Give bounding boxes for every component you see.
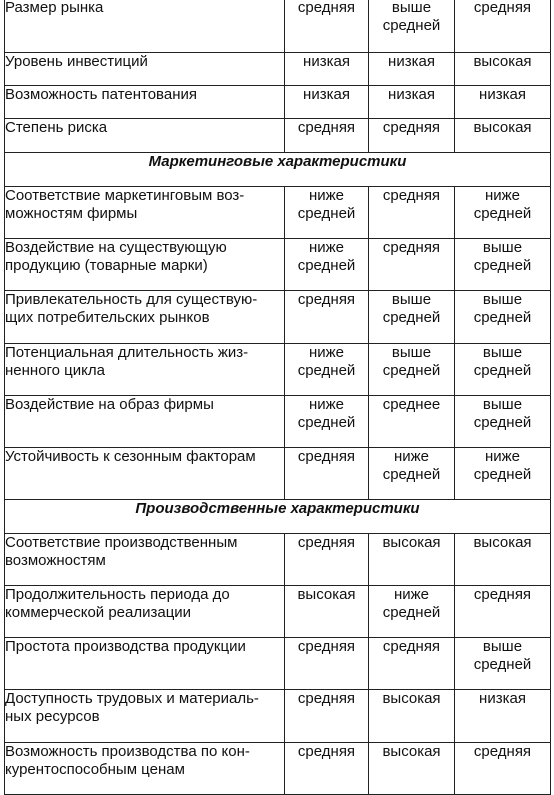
- row-label: [5, 0, 285, 53]
- table-row: [5, 0, 551, 53]
- rating-cell: [285, 586, 369, 638]
- rating-cell: [285, 119, 369, 153]
- rating-cell: [455, 534, 551, 586]
- rating-cell: [455, 638, 551, 690]
- rating-cell: [369, 119, 455, 153]
- rating-cell: [455, 239, 551, 291]
- rating-cell: [369, 586, 455, 638]
- table-row: [5, 187, 551, 239]
- row-label-text: Степень риска: [5, 119, 108, 136]
- table-row: [5, 119, 551, 153]
- rating-cell: [455, 690, 551, 743]
- rating-cell: [369, 448, 455, 500]
- row-label: [5, 638, 285, 690]
- rating-cell: [455, 586, 551, 638]
- table-row: [5, 344, 551, 396]
- rating-value: средняя: [382, 187, 441, 204]
- rating-value: средняя: [473, 586, 532, 603]
- rating-value: высокая: [382, 743, 441, 760]
- rating-value: высокая: [473, 119, 532, 136]
- row-label-text: Устойчивость к сезонным факторам: [5, 448, 256, 465]
- rating-cell: [369, 187, 455, 239]
- row-label: [5, 239, 285, 291]
- table-row: [5, 638, 551, 690]
- rating-value: низкая: [479, 86, 526, 103]
- rating-cell: [285, 534, 369, 586]
- rating-value: высокая: [382, 690, 441, 707]
- rating-value: ниже средней: [297, 396, 356, 431]
- rating-value: средняя: [297, 0, 356, 16]
- section-header-row: [5, 500, 551, 534]
- table-row: [5, 291, 551, 344]
- rating-value: средняя: [297, 448, 356, 465]
- rating-cell: [455, 0, 551, 53]
- rating-value: средняя: [473, 0, 532, 16]
- row-label-text: Воздействие на существующую продукцию (товарные марки): [5, 239, 227, 274]
- rating-value: низкая: [388, 53, 435, 70]
- rating-value: низкая: [303, 86, 350, 103]
- row-label: [5, 586, 285, 638]
- rating-value: средняя: [382, 239, 441, 256]
- rating-cell: [285, 690, 369, 743]
- characteristics-table: [4, 0, 551, 795]
- row-label-text: Возможность патентования: [5, 86, 197, 103]
- rating-value: выше средней: [473, 291, 532, 326]
- rating-value: низкая: [479, 690, 526, 707]
- rating-cell: [285, 743, 369, 795]
- rating-cell: [285, 344, 369, 396]
- row-label: [5, 187, 285, 239]
- rating-value: низкая: [303, 53, 350, 70]
- rating-value: выше средней: [473, 396, 532, 431]
- table-row: [5, 534, 551, 586]
- rating-cell: [285, 53, 369, 86]
- table-row: [5, 396, 551, 448]
- rating-cell: [369, 239, 455, 291]
- section-header-row: [5, 153, 551, 187]
- row-label: [5, 448, 285, 500]
- rating-cell: [455, 344, 551, 396]
- rating-value: ниже средней: [382, 448, 441, 483]
- table-body: [5, 0, 551, 795]
- rating-value: ниже средней: [473, 448, 532, 483]
- rating-value: низкая: [388, 86, 435, 103]
- row-label-text: Продолжительность периода до коммерческой реализации: [5, 586, 230, 621]
- row-label-text: Потенциальная длительность жиз- ненного цикла: [5, 344, 249, 379]
- table-row: [5, 448, 551, 500]
- rating-value: высокая: [473, 53, 532, 70]
- rating-value: средняя: [297, 119, 356, 136]
- rating-value: среднее: [382, 396, 441, 413]
- rating-value: средняя: [473, 743, 532, 760]
- section-title: Маркетинговые характеристики: [5, 153, 551, 187]
- rating-cell: [369, 0, 455, 53]
- rating-cell: [285, 86, 369, 119]
- rating-value: средняя: [382, 638, 441, 655]
- rating-cell: [455, 448, 551, 500]
- rating-cell: [455, 743, 551, 795]
- row-label: [5, 743, 285, 795]
- row-label-text: Доступность трудовых и материаль- ных ресурсов: [5, 690, 259, 725]
- rating-cell: [369, 86, 455, 119]
- rating-value: выше средней: [473, 638, 532, 673]
- section-title: Производственные характеристики: [5, 500, 551, 534]
- rating-value: средняя: [382, 119, 441, 136]
- rating-value: выше средней: [382, 0, 441, 34]
- row-label: [5, 690, 285, 743]
- rating-cell: [369, 743, 455, 795]
- rating-cell: [285, 291, 369, 344]
- row-label-text: Привлекательность для существую- щих потребительских рынков: [5, 291, 258, 326]
- table-row: [5, 743, 551, 795]
- row-label: [5, 396, 285, 448]
- rating-cell: [285, 239, 369, 291]
- rating-cell: [369, 690, 455, 743]
- rating-value: высокая: [382, 534, 441, 551]
- rating-value: выше средней: [382, 291, 441, 326]
- rating-cell: [285, 638, 369, 690]
- row-label-text: Соответствие производственным возможностям: [5, 534, 238, 569]
- table-row: [5, 239, 551, 291]
- rating-cell: [285, 187, 369, 239]
- row-label-text: Воздействие на образ фирмы: [5, 396, 214, 413]
- row-label: [5, 291, 285, 344]
- rating-value: высокая: [473, 534, 532, 551]
- rating-value: ниже средней: [473, 187, 532, 222]
- rating-value: ниже средней: [382, 586, 441, 621]
- rating-cell: [455, 86, 551, 119]
- row-label-text: Возможность производства по кон- курентоспособным ценам: [5, 743, 250, 778]
- rating-cell: [455, 396, 551, 448]
- rating-cell: [369, 638, 455, 690]
- rating-cell: [369, 396, 455, 448]
- rating-cell: [369, 344, 455, 396]
- rating-cell: [285, 448, 369, 500]
- rating-cell: [455, 187, 551, 239]
- rating-value: высокая: [297, 586, 356, 603]
- table-row: [5, 53, 551, 86]
- rating-cell: [285, 396, 369, 448]
- rating-cell: [369, 53, 455, 86]
- row-label: [5, 119, 285, 153]
- rating-cell: [455, 291, 551, 344]
- row-label-text: Размер рынка: [5, 0, 104, 16]
- row-label: [5, 86, 285, 119]
- rating-value: выше средней: [382, 344, 441, 379]
- rating-value: средняя: [297, 291, 356, 308]
- rating-value: выше средней: [473, 344, 532, 379]
- rating-cell: [285, 0, 369, 53]
- row-label-text: Уровень инвестиций: [5, 53, 148, 70]
- table-row: [5, 86, 551, 119]
- rating-value: средняя: [297, 638, 356, 655]
- rating-value: ниже средней: [297, 187, 356, 222]
- rating-value: выше средней: [473, 239, 532, 274]
- rating-cell: [369, 534, 455, 586]
- rating-value: средняя: [297, 534, 356, 551]
- rating-value: средняя: [297, 743, 356, 760]
- row-label-text: Соответствие маркетинговым воз- можностям фирмы: [5, 187, 245, 222]
- rating-cell: [455, 119, 551, 153]
- row-label: [5, 344, 285, 396]
- rating-value: ниже средней: [297, 239, 356, 274]
- row-label: [5, 534, 285, 586]
- table-row: [5, 586, 551, 638]
- rating-cell: [455, 53, 551, 86]
- rating-value: ниже средней: [297, 344, 356, 379]
- table-row: [5, 690, 551, 743]
- rating-value: средняя: [297, 690, 356, 707]
- row-label-text: Простота производства продукции: [5, 638, 246, 655]
- row-label: [5, 53, 285, 86]
- rating-cell: [369, 291, 455, 344]
